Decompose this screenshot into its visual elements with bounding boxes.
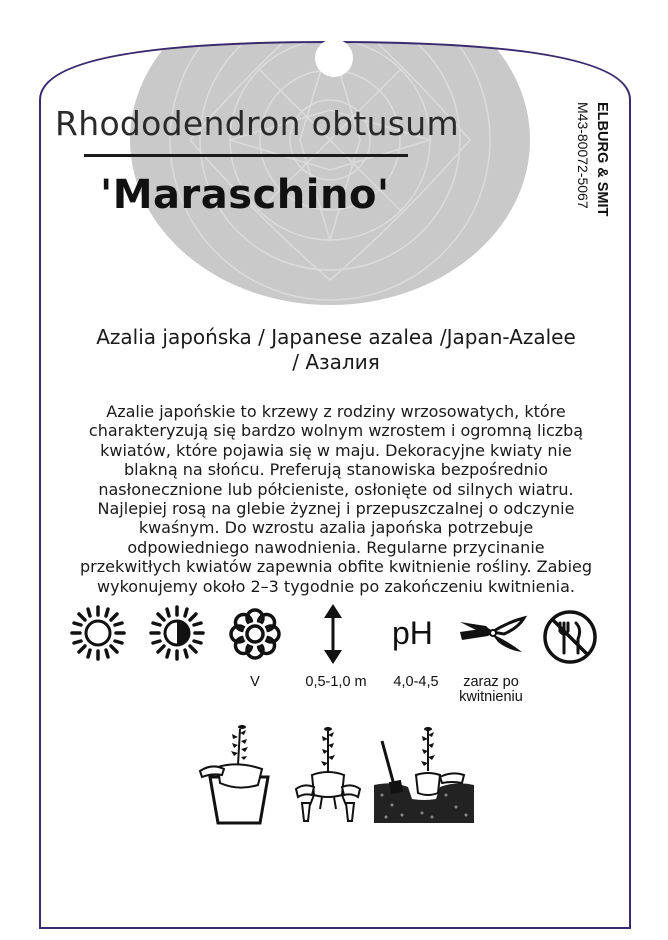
remove-pot-icon	[198, 725, 280, 825]
common-names-line: / Азалия	[292, 350, 380, 374]
partial-shade-icon	[149, 605, 205, 661]
description: Azalie japońskie to krzewy z rodziny wrzosowatych, które charakteryzują się bardzo wolnym wzrostem i ogromną liczbą kwiatów, które pojawia się w maju. Dekoracyjne kwiaty nie blakną na słońcu. Preferują stanowiska bezpośrednio nasłonecznione lub półcieniste, osłonięte od silnych wiatru. Najlepiej rosą na glebie żyznej i przepuszczalnej o odczynie kwaśnym. Do wzrostu azalia japońska potrzebuje odpowiedniego nawodnienia. Regularne przycinanie przekwitłych kwiatów zapewnia obfite kwitnienie rośliny. Zabieg wykonujemy około 2–3 tygodnie po zakończeniu kwitnienia.	[79, 402, 593, 596]
title-rule	[84, 154, 408, 157]
flower-icon	[228, 607, 282, 661]
product-code: M43-80072-5067	[575, 102, 591, 209]
brand-name: ELBURG & SMIT	[594, 102, 610, 217]
plant-in-ground-icon	[372, 725, 476, 825]
full-sun-icon	[70, 605, 126, 661]
pruning-caption-line: kwitnieniu	[459, 689, 523, 705]
common-names	[60, 325, 612, 375]
height-arrow-icon	[320, 604, 346, 664]
latin-name: Rhododendron obtusum	[55, 104, 459, 143]
not-edible-icon	[542, 609, 598, 665]
loosen-roots-icon	[288, 725, 368, 825]
common-names-line: Azalia japońska / Japanese azalea /Japan-Azalee	[96, 325, 576, 349]
cultivar-name: 'Maraschino'	[100, 172, 390, 218]
pruning-shears-icon	[458, 614, 528, 658]
height-caption: 0,5-1,0 m	[305, 674, 367, 690]
flowering-month-caption: V	[250, 674, 260, 690]
ph-range-caption: 4,0-4,5	[393, 674, 439, 690]
pruning-caption-line: zaraz po	[463, 674, 519, 690]
pruning-caption	[448, 675, 534, 705]
hang-hole	[315, 39, 353, 77]
vertical-brand-block	[560, 100, 620, 240]
ph-icon: pH	[392, 615, 433, 651]
